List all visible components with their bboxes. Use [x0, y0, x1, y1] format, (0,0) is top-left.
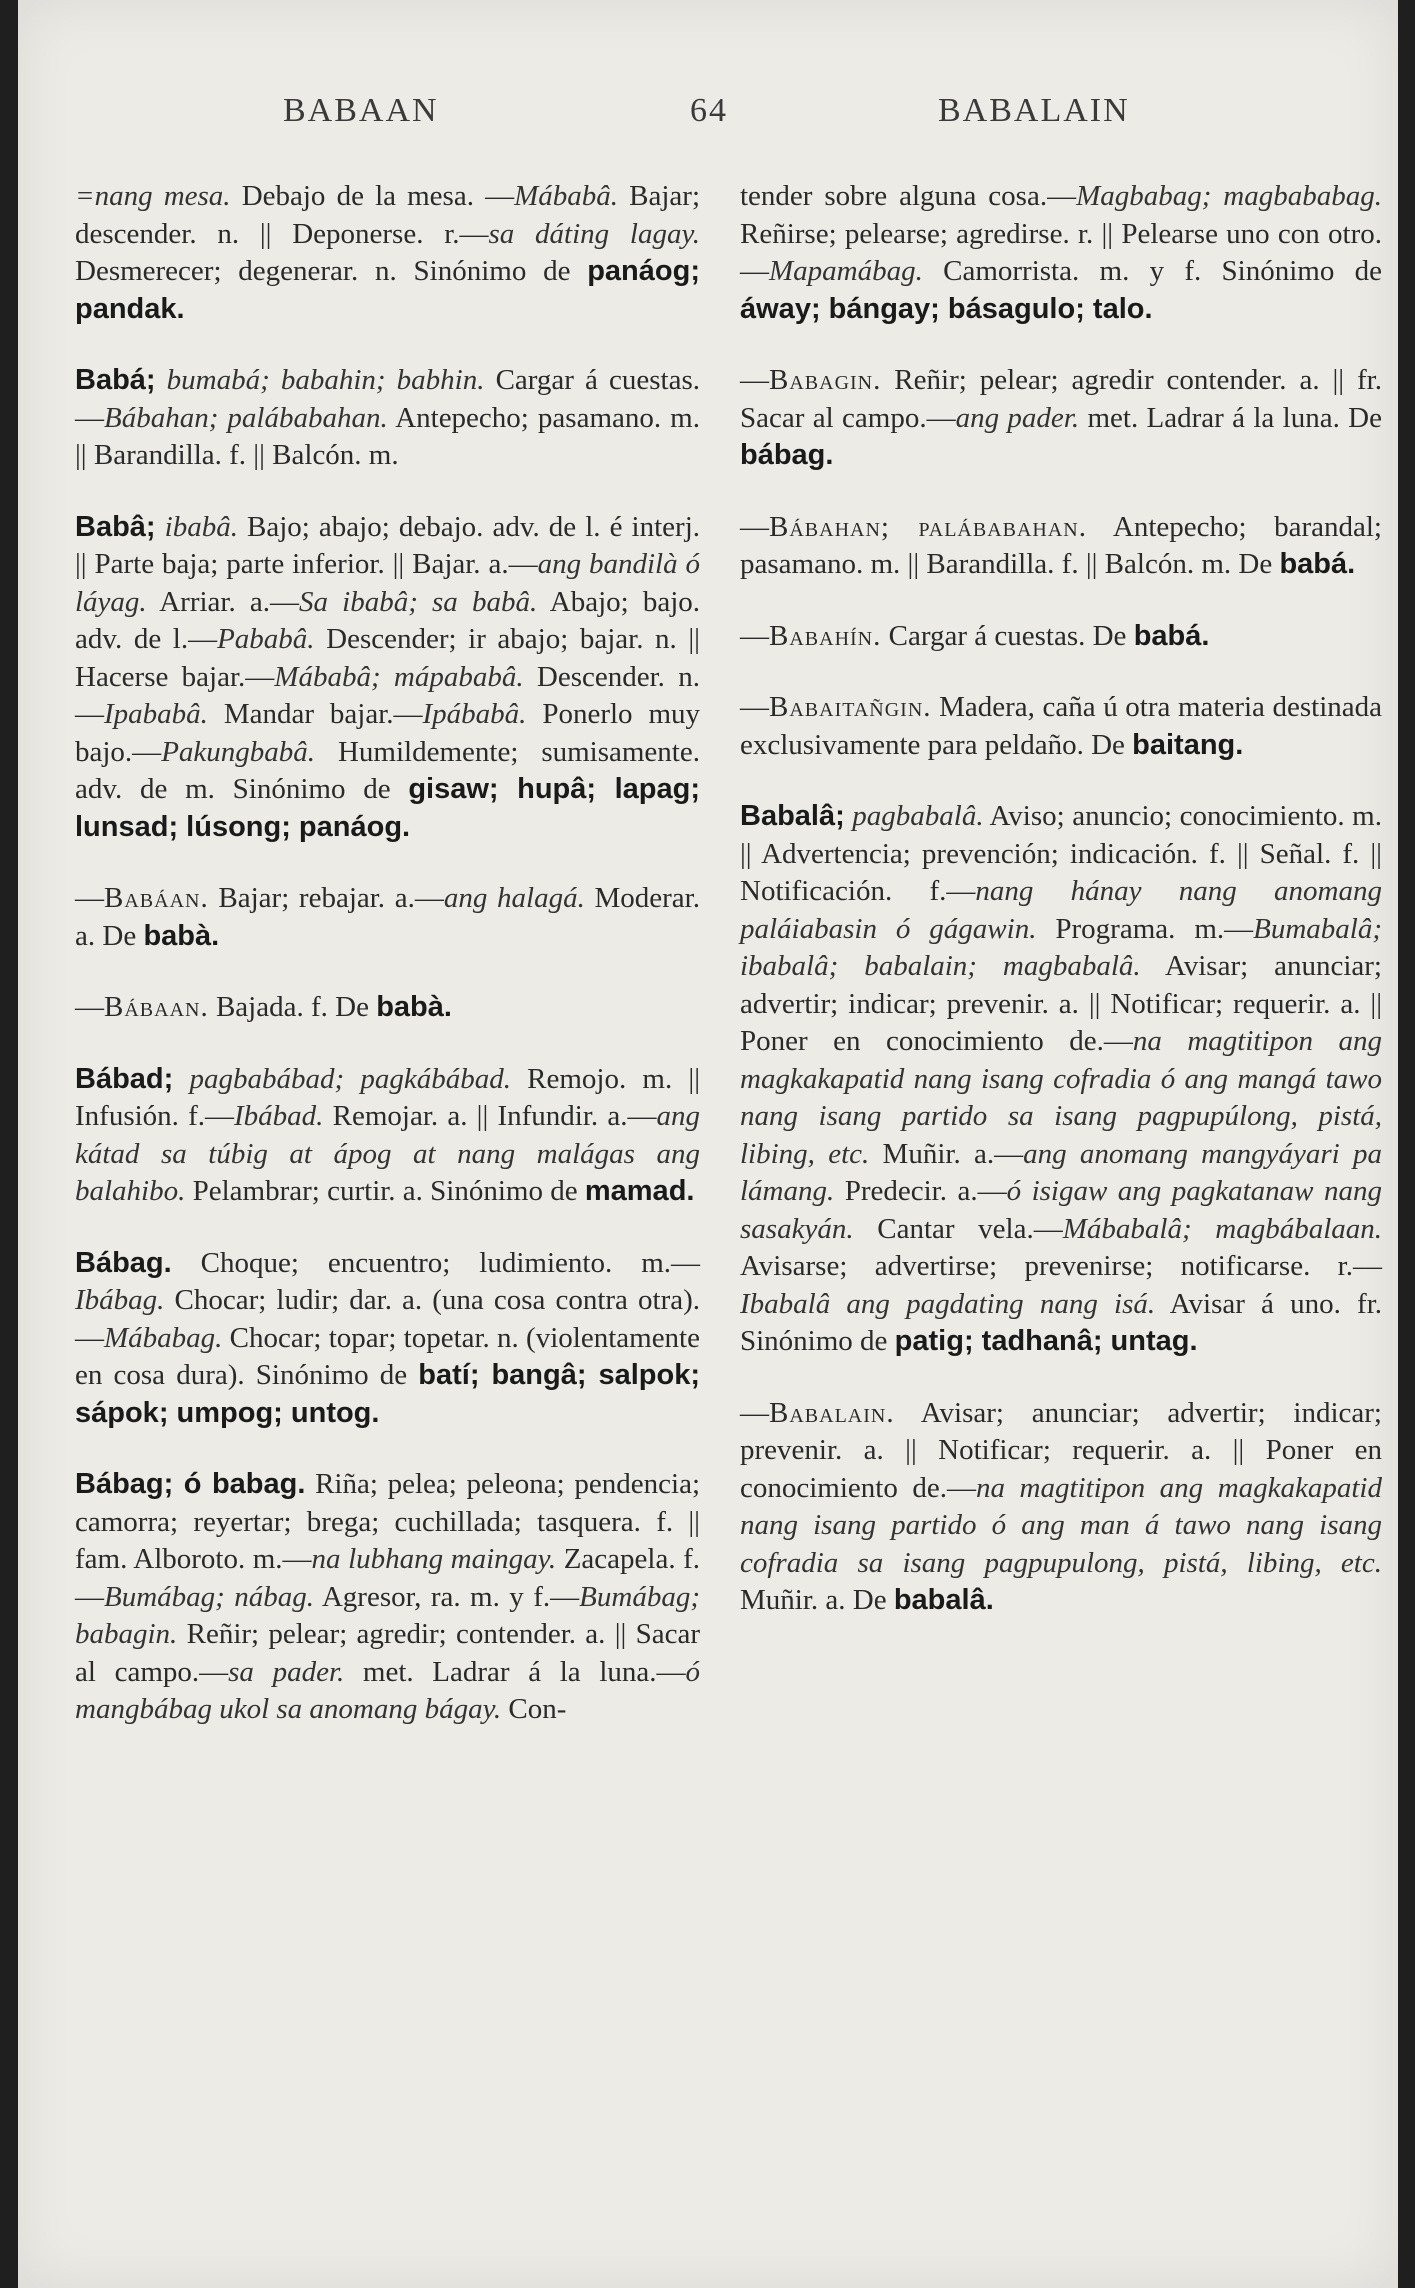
running-head-right: BABALAIN	[938, 92, 1130, 129]
page-number: 64	[690, 92, 728, 129]
dictionary-entry: Babâ; ibabâ. Bajo; abajo; debajo. adv. de l. é interj. || Parte baja; parte inferior. || Bajar. a.—ang bandilà ó láyag. Arriar. a.—Sa ibabâ; sa babâ. Abajo; bajo. adv. de l.—Pababâ. Descender; ir abajo; bajar. n. || Hacerse bajar.—Mábabâ; mápababâ. Descender. n.—Ipababâ. Mandar bajar.—Ipábabâ. Ponerlo muy bajo.—Pakungbabâ. Humildemente; sumisamente. adv. de m. Sinónimo de gisaw; hupâ; lapag; lunsad; lúsong; panáog.	[75, 510, 701, 843]
dictionary-entry: —Babalain. Avisar; anunciar; advertir; indicar; prevenir. a. || Notificar; requerir. a. || Poner en conocimiento de.—na magtitipon ang magkakapatid nang isang partido ó ang man á tawo nang isang cofradia sa isang pagpupulong, pistá, libing, etc. Muñir. a. De babalâ.	[740, 1396, 1382, 1616]
dictionary-entry: =nang mesa. Debajo de la mesa. —Mábabâ. Bajar; descender. n. || Deponerse. r.—sa dáting lagay. Desmerecer; degenerar. n. Sinónimo de panáog; pandak.	[75, 180, 701, 325]
dictionary-entry: Babá; bumabá; babahin; babhin. Cargar á cuestas.—Bábahan; palábabahan. Antepecho; pasamano. m. || Barandilla. f. || Balcón. m.	[75, 364, 700, 471]
left-column	[75, 178, 700, 1763]
dictionary-entry: —Babaitañgin. Madera, caña ú otra materia destinada exclusivamente para peldaño. De baitang.	[740, 691, 1382, 761]
running-head-left: BABAAN	[283, 92, 439, 129]
dictionary-entry: —Babahín. Cargar á cuestas. De babá.	[740, 619, 1210, 652]
dictionary-entry: Babalâ; pagbabalâ. Aviso; anuncio; conocimiento. m. || Advertencia; prevención; indicación. f. || Señal. f. || Notificación. f.—nang hánay nang anomang paláiabasin ó gágawin. Programa. m.—Bumabalâ; ibabalâ; babalain; magbabalâ. Avisar; anunciar; advertir; indicar; prevenir. a. || Notificar; requerir. a. || Poner en conocimiento de.—na magtitipon ang magkakapatid nang isang cofradia ó ang mangá tawo nang isang partido sa isang pagpupúlong, pistá, libing, etc. Muñir. a.—ang anomang mangyáyari pa lámang. Predecir. a.—ó isigaw ang pagkatanaw nang sasakyán. Cantar vela.—Mábabalâ; magbábalaan. Avisarse; advertirse; prevenirse; notificarse. r.—Ibabalâ ang pagdating nang isá. Avisar á uno. fr. Sinónimo de patig; tadhanâ; untag.	[740, 800, 1383, 1357]
dictionary-entry: Bábag. Choque; encuentro; ludimiento. m.—Ibábag. Chocar; ludir; dar. a. (una cosa contra otra).—Mábabag. Chocar; topar; topetar. n. (violentamente en cosa dura). Sinónimo de batí; bangâ; salpok; sápok; umpog; untog.	[75, 1246, 700, 1429]
dictionary-entry: tender sobre alguna cosa.—Magbabag; magbababag. Reñirse; pelearse; agredirse. r. || Pelearse uno con otro. —Mapamábag. Camorrista. m. y f. Sinónimo de áway; bángay; básagulo; talo.	[740, 180, 1382, 325]
dictionary-entry: Bábad; pagbabábad; pagkábábad. Remojo. m. || Infusión. f.—Ibábad. Remojar. a. || Infundir. a.—ang kátad sa túbig at ápog at nang malágas ang balahibo. Pelambrar; curtir. a. Sinónimo de mamad.	[75, 1062, 701, 1207]
dictionary-entry: —Bábahan; palábabahan. Antepecho; barandal; pasamano. m. || Barandilla. f. || Balcón. m. De babá.	[740, 510, 1382, 580]
dictionary-entry: Bábag; ó babag. Riña; pelea; peleona; pendencia; camorra; reyertar; brega; cuchillada; tasquera. f. || fam. Alboroto. m.—na lubhang maingay. Zacapela. f.—Bumábag; nábag. Agresor, ra. m. y f.—Bumábag; babagin. Reñir; pelear; agredir; contender. a. || Sacar al campo.—sa pader. met. Ladrar á la luna.—ó mangbábag ukol sa anomang bágay. Con-	[75, 1468, 701, 1725]
dictionary-entry: —Babáan. Bajar; rebajar. a.—ang halagá. Moderar. a. De babà.	[75, 882, 700, 952]
dictionary-entry: —Babagin. Reñir; pelear; agredir contender. a. || fr. Sacar al campo.—ang pader. met. Ladrar á la luna. De bábag.	[740, 364, 1382, 471]
dictionary-page	[18, 0, 1398, 2288]
right-column	[740, 178, 1382, 1654]
dictionary-entry: —Bábaan. Bajada. f. De babà.	[75, 991, 452, 1023]
